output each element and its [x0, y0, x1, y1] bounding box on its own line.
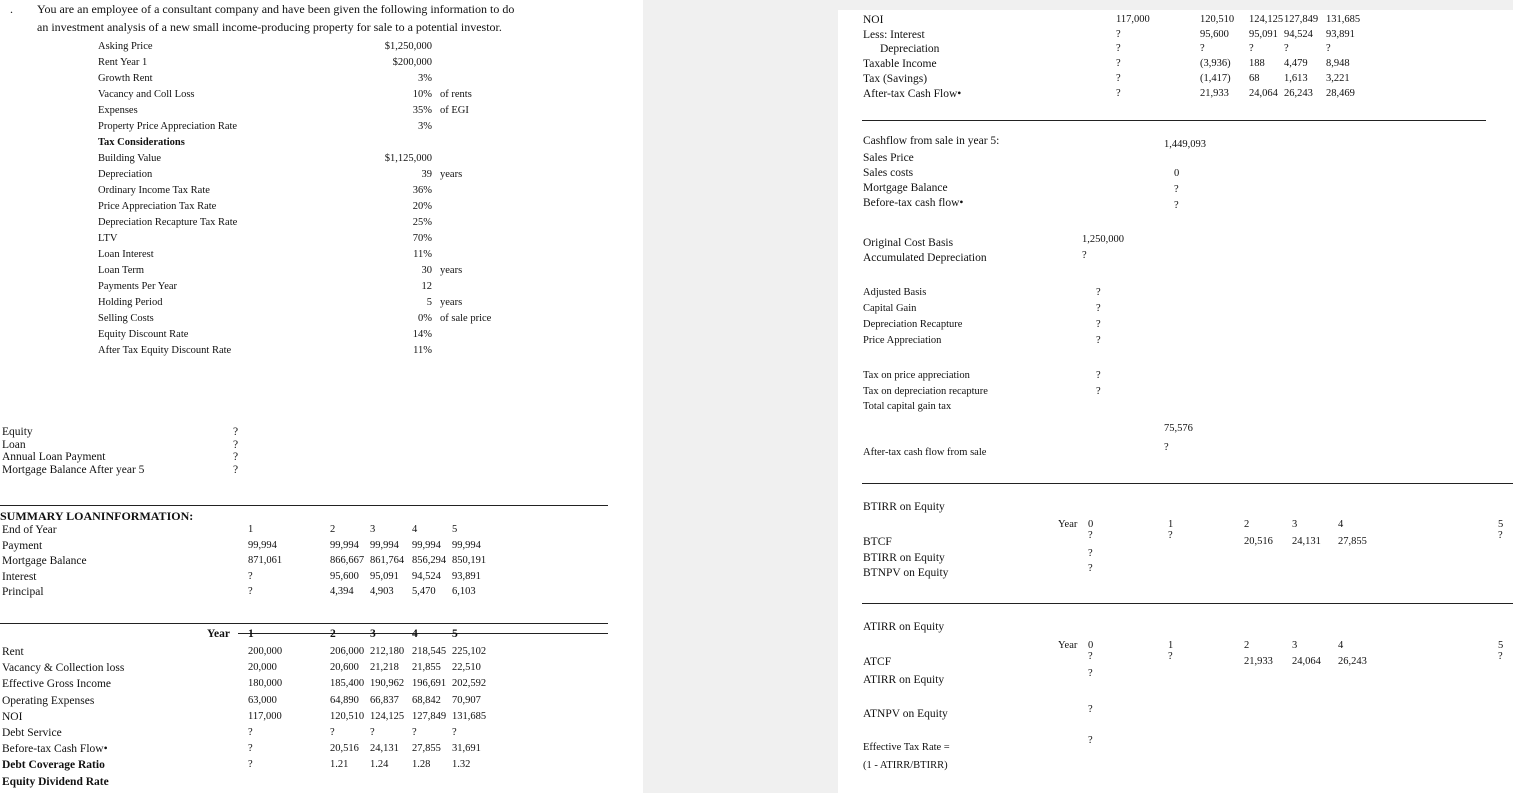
proforma-cell: 218,545: [412, 646, 447, 657]
input-value: $200,000: [392, 57, 432, 68]
loan-cell: 5,470: [412, 586, 436, 597]
proforma-cell: 20,000: [248, 662, 277, 674]
proforma-year-label: Year: [207, 628, 230, 640]
btcf-cell: ?: [1088, 530, 1093, 541]
proforma-cell: 31,691: [452, 743, 481, 755]
loan-cell: 2: [330, 524, 336, 535]
proforma-cell: 120,510: [330, 710, 365, 722]
loan-cell: 99,994: [412, 539, 441, 551]
input-value: 5: [426, 297, 432, 308]
input-value: 35%: [412, 105, 432, 116]
input-unit: of sale price: [440, 313, 492, 324]
input-value: 3%: [418, 73, 432, 84]
input-label: Vacancy and Coll Loss: [98, 89, 195, 100]
proforma-row-label: Rent: [2, 646, 24, 658]
atcf-cell: 21,933: [1244, 656, 1273, 667]
btirr-row-value: ?: [1088, 563, 1093, 574]
divider-proforma-year: [238, 633, 608, 634]
atnpv-row-value: ?: [1088, 704, 1093, 715]
proforma-cell: 20,516: [330, 743, 359, 755]
atirr-row-value: ?: [1088, 668, 1093, 679]
tax-cell: ?: [1249, 43, 1254, 55]
atirr-year: 0: [1088, 640, 1094, 651]
tax-cell: ?: [1116, 72, 1121, 84]
proforma-row-label: Operating Expenses: [2, 694, 95, 707]
loan-cell: 6,103: [452, 586, 476, 597]
proforma-cell: 63,000: [248, 694, 277, 706]
financing-value: ?: [233, 438, 239, 451]
input-unit: years: [440, 297, 463, 308]
effective-tax-value: ?: [1088, 735, 1093, 746]
btirr-year: 3: [1292, 519, 1298, 530]
btirr-year: 1: [1168, 519, 1174, 530]
loan-cell: 4,394: [330, 586, 354, 597]
proforma-row-label: Vacancy & Collection loss: [2, 662, 125, 675]
loan-cell: ?: [248, 586, 253, 597]
proforma-cell: 66,837: [370, 694, 399, 706]
atcf-cell: ?: [1168, 651, 1173, 662]
proforma-cell: 190,962: [370, 678, 405, 690]
loan-cell: 4: [412, 524, 418, 535]
proforma-row-label: Effective Gross Income: [2, 678, 111, 691]
tax-cell: ?: [1326, 43, 1331, 55]
loan-cell: 4,903: [370, 586, 394, 597]
btcf-cell: 24,131: [1292, 536, 1321, 547]
btcf-cell: 20,516: [1244, 536, 1273, 547]
proforma-year: 2: [330, 628, 336, 640]
tax-cell: 21,933: [1200, 87, 1229, 99]
atirr-year: 3: [1292, 640, 1298, 651]
input-label: Selling Costs: [98, 313, 154, 324]
divider-proforma: [0, 623, 608, 624]
btcf-cell: 27,855: [1338, 536, 1367, 547]
effective-tax-label: Effective Tax Rate =: [863, 742, 950, 753]
input-unit: of rents: [440, 89, 472, 100]
proforma-year: 5: [452, 628, 458, 640]
gain-label: Adjusted Basis: [863, 287, 927, 298]
proforma-cell: 127,849: [412, 710, 447, 722]
tax-cell: 1,613: [1284, 72, 1308, 84]
tax-cell: 4,479: [1284, 58, 1308, 70]
loan-summary-title: SUMMARY LOANINFORMATION:: [0, 509, 194, 523]
input-label: Equity Discount Rate: [98, 329, 189, 340]
proforma-row-label: NOI: [2, 710, 23, 723]
btirr-year: 0: [1088, 519, 1094, 530]
input-value: 36%: [412, 185, 432, 196]
proforma-cell: 185,400: [330, 678, 365, 690]
input-label: Loan Interest: [98, 249, 154, 260]
loan-row-label: Principal: [2, 586, 44, 598]
proforma-cell: 24,131: [370, 743, 399, 755]
sale-value: 1,449,093: [1164, 139, 1206, 150]
atcf-cell: ?: [1088, 651, 1093, 662]
sale-row-label: Sales Price: [863, 152, 914, 164]
proforma-cell: ?: [452, 727, 457, 738]
atirr-year: 1: [1168, 640, 1174, 651]
basis-label: Original Cost Basis: [863, 237, 954, 249]
gain-value: ?: [1096, 335, 1101, 346]
loan-cell: 871,061: [248, 555, 283, 566]
atcf-cell: 24,064: [1292, 656, 1321, 667]
input-label: Ordinary Income Tax Rate: [98, 185, 210, 196]
input-value: 39: [421, 169, 432, 180]
sale-value: ?: [1174, 184, 1179, 195]
proforma-cell: 180,000: [248, 678, 283, 690]
sale-heading: Cashflow from sale in year 5:: [863, 135, 1000, 147]
atirr-year: 4: [1338, 640, 1344, 651]
proforma-cell: 1.24: [370, 759, 389, 771]
tax-row-label: Tax (Savings): [863, 72, 928, 85]
tax-cell: 26,243: [1284, 87, 1313, 99]
btirr-year: 5: [1498, 519, 1504, 530]
divider-loan: [0, 505, 608, 506]
intro-line-1: You are an employee of a consultant company and have been given the following information to do: [37, 2, 515, 16]
loan-cell: ?: [248, 570, 253, 582]
input-value: 11%: [413, 345, 432, 356]
proforma-cell: 212,180: [370, 646, 405, 657]
btirr-row-value: ?: [1088, 548, 1093, 559]
input-label: Asking Price: [98, 41, 153, 52]
proforma-cell: ?: [330, 727, 335, 738]
input-label: Loan Term: [98, 265, 145, 276]
input-unit: years: [440, 265, 463, 276]
sale-tax-value: 75,576: [1164, 423, 1193, 434]
proforma-cell: ?: [248, 759, 253, 771]
proforma-cell: ?: [370, 727, 375, 738]
tax-row-label: Depreciation: [880, 43, 940, 56]
proforma-row-label: Equity Dividend Rate: [2, 775, 109, 788]
input-value: 0%: [418, 313, 432, 324]
proforma-cell: ?: [412, 727, 417, 738]
atirr-row-label: ATIRR on Equity: [863, 674, 945, 686]
sale-value: ?: [1174, 200, 1179, 211]
btirr-row-label: BTIRR on Equity: [863, 552, 945, 564]
btcf-label: BTCF: [863, 536, 892, 548]
input-value: 20%: [412, 201, 432, 212]
btirr-row-label: BTNPV on Equity: [863, 567, 949, 579]
tax-cell: 94,524: [1284, 28, 1313, 40]
proforma-cell: 64,890: [330, 694, 359, 706]
financing-value: ?: [233, 426, 239, 438]
financing-value: ?: [233, 463, 239, 476]
tax-row-label: Taxable Income: [863, 58, 937, 71]
tax-row-label: Less: Interest: [863, 28, 925, 41]
input-value: 70%: [412, 233, 432, 244]
loan-cell: 3: [370, 524, 376, 535]
input-value: 10%: [412, 89, 432, 100]
proforma-cell: ?: [248, 743, 253, 755]
sale-tax-label: Total capital gain tax: [863, 401, 952, 412]
tax-row-label: After-tax Cash Flow•: [863, 87, 962, 100]
tax-cell: 95,091: [1249, 28, 1278, 40]
input-label: After Tax Equity Discount Rate: [98, 345, 232, 356]
loan-cell: 99,994: [248, 539, 277, 551]
tax-cell: 93,891: [1326, 28, 1355, 40]
gain-label: Price Appreciation: [863, 335, 942, 346]
after-tax-sale-label: After-tax cash flow from sale: [863, 447, 987, 458]
proforma-cell: 206,000: [330, 646, 365, 657]
btirr-year: 4: [1338, 519, 1344, 530]
input-label: Depreciation: [98, 169, 153, 180]
proforma-year: 1: [248, 628, 254, 640]
input-value: 12: [421, 281, 432, 292]
loan-cell: 94,524: [412, 570, 441, 582]
sale-tax-label: Tax on price appreciation: [863, 370, 970, 381]
proforma-row-label: Debt Coverage Ratio: [2, 759, 105, 772]
proforma-cell: 202,592: [452, 678, 487, 690]
input-value: $1,125,000: [384, 153, 432, 164]
proforma-cell: 20,600: [330, 662, 359, 674]
proforma-cell: 1.21: [330, 759, 349, 771]
atcf-cell: 26,243: [1338, 656, 1367, 667]
proforma-cell: 225,102: [452, 646, 487, 657]
sale-tax-value: ?: [1096, 370, 1101, 381]
loan-row-label: Interest: [2, 570, 37, 583]
sale-value: 0: [1174, 168, 1180, 179]
basis-value: ?: [1082, 250, 1087, 261]
proforma-cell: 124,125: [370, 710, 405, 722]
proforma-cell: 1.28: [412, 759, 431, 771]
loan-cell: 93,891: [452, 570, 481, 582]
loan-cell: 99,994: [330, 539, 359, 551]
input-value: $1,250,000: [384, 41, 432, 52]
input-label: Price Appreciation Tax Rate: [98, 201, 217, 212]
proforma-row-label: Debt Service: [2, 727, 62, 739]
loan-row-label: End of Year: [2, 524, 57, 536]
financing-label: Annual Loan Payment: [2, 451, 106, 463]
tax-cell: 3,221: [1326, 72, 1350, 84]
after-tax-sale-value: ?: [1164, 442, 1169, 453]
tax-cell: 124,125: [1249, 14, 1284, 25]
loan-row-label: Mortgage Balance: [2, 555, 87, 567]
proforma-cell: 200,000: [248, 646, 283, 657]
tax-cell: 28,469: [1326, 87, 1355, 99]
input-label: LTV: [98, 233, 118, 244]
proforma-cell: 27,855: [412, 743, 441, 755]
gain-value: ?: [1096, 303, 1101, 314]
financing-value: ?: [233, 451, 239, 463]
tax-cell: ?: [1200, 43, 1205, 55]
sale-row-label: Before-tax cash flow•: [863, 197, 964, 209]
divider-tax: [862, 120, 1486, 121]
input-label: Depreciation Recapture Tax Rate: [98, 217, 238, 228]
sale-row-label: Sales costs: [863, 167, 914, 179]
input-value: 11%: [413, 249, 432, 260]
proforma-year: 4: [412, 628, 418, 640]
intro-line-2: an investment analysis of a new small income-producing property for sale to a potential investor.: [37, 20, 502, 34]
sale-tax-label: Tax on depreciation recapture: [863, 385, 988, 397]
tax-row-label: NOI: [863, 14, 884, 26]
input-label: Property Price Appreciation Rate: [98, 121, 238, 132]
proforma-cell: 196,691: [412, 678, 447, 690]
divider-btirr: [862, 483, 1513, 484]
input-value: 30: [421, 265, 432, 276]
intro-bullet: .: [10, 2, 13, 16]
input-unit: of EGI: [440, 105, 469, 116]
proforma-cell: 117,000: [248, 710, 282, 722]
tax-cell: ?: [1116, 43, 1121, 55]
proforma-cell: 131,685: [452, 710, 487, 722]
tax-cell: ?: [1284, 43, 1289, 55]
sale-tax-value: ?: [1096, 386, 1101, 397]
tax-cell: 95,600: [1200, 28, 1229, 40]
atcf-label: ATCF: [863, 656, 892, 668]
loan-cell: 99,994: [370, 539, 399, 551]
loan-cell: 856,294: [412, 555, 447, 566]
tax-cell: 117,000: [1116, 14, 1150, 25]
atnpv-row-label: ATNPV on Equity: [863, 708, 948, 720]
btcf-cell: ?: [1168, 530, 1173, 541]
tax-cell: ?: [1116, 58, 1121, 70]
input-label: Holding Period: [98, 297, 163, 308]
right-worksheet: [838, 10, 1513, 793]
financing-label: Loan: [2, 438, 26, 451]
input-unit: years: [440, 169, 463, 180]
basis-label: Accumulated Depreciation: [863, 252, 987, 264]
atcf-cell: ?: [1498, 651, 1503, 662]
loan-cell: 861,764: [370, 555, 405, 566]
btirr-year-label: Year: [1058, 519, 1078, 530]
tax-cell: (1,417): [1200, 72, 1231, 84]
input-label: Building Value: [98, 153, 162, 164]
loan-cell: 99,994: [452, 539, 481, 551]
financing-label: Equity: [2, 426, 33, 438]
tax-cell: 127,849: [1284, 14, 1319, 25]
input-label: Growth Rent: [98, 73, 153, 84]
proforma-cell: 1.32: [452, 759, 471, 771]
divider-atirr: [862, 603, 1513, 604]
proforma-cell: 22,510: [452, 662, 481, 674]
proforma-row-label: Before-tax Cash Flow•: [2, 743, 108, 756]
atirr-year-label: Year: [1058, 640, 1078, 651]
btirr-title: BTIRR on Equity: [863, 501, 945, 513]
proforma-cell: ?: [248, 727, 253, 738]
loan-cell: 1: [248, 524, 254, 535]
gain-value: ?: [1096, 319, 1101, 330]
effective-tax-formula: (1 - ATIRR/BTIRR): [863, 760, 948, 771]
loan-cell: 5: [452, 524, 458, 535]
gain-label: Capital Gain: [863, 303, 917, 314]
tax-cell: 120,510: [1200, 14, 1235, 25]
proforma-cell: 68,842: [412, 694, 441, 706]
tax-cell: 131,685: [1326, 14, 1361, 25]
tax-cell: 188: [1249, 58, 1265, 70]
gain-label: Depreciation Recapture: [863, 319, 963, 330]
atirr-year: 5: [1498, 640, 1504, 651]
atirr-title: ATIRR on Equity: [863, 621, 945, 633]
tax-cell: ?: [1116, 87, 1121, 99]
tax-cell: 8,948: [1326, 58, 1350, 70]
tax-cell: 68: [1249, 72, 1260, 84]
input-label: Payments Per Year: [98, 281, 178, 292]
input-value: 25%: [412, 217, 432, 228]
proforma-cell: 21,218: [370, 662, 399, 674]
btirr-year: 2: [1244, 519, 1250, 530]
tax-cell: (3,936): [1200, 58, 1231, 70]
proforma-cell: 21,855: [412, 662, 441, 674]
loan-row-label: Payment: [2, 539, 43, 552]
input-label: Expenses: [98, 105, 138, 116]
tax-cell: ?: [1116, 28, 1121, 40]
btcf-cell: ?: [1498, 530, 1503, 541]
gain-value: ?: [1096, 287, 1101, 298]
proforma-year: 3: [370, 628, 376, 640]
loan-cell: 850,191: [452, 555, 487, 566]
input-label: Tax Considerations: [98, 137, 185, 148]
input-value: 14%: [412, 329, 432, 340]
tax-cell: 24,064: [1249, 87, 1278, 99]
input-value: 3%: [418, 121, 432, 132]
financing-label: Mortgage Balance After year 5: [2, 463, 145, 476]
sale-row-label: Mortgage Balance: [863, 182, 948, 194]
loan-cell: 95,600: [330, 570, 359, 582]
input-label: Rent Year 1: [98, 57, 148, 68]
left-worksheet: [0, 0, 643, 793]
loan-cell: 95,091: [370, 570, 399, 582]
basis-value: 1,250,000: [1082, 234, 1124, 245]
loan-cell: 866,667: [330, 555, 365, 566]
atirr-year: 2: [1244, 640, 1250, 651]
proforma-cell: 70,907: [452, 694, 481, 706]
